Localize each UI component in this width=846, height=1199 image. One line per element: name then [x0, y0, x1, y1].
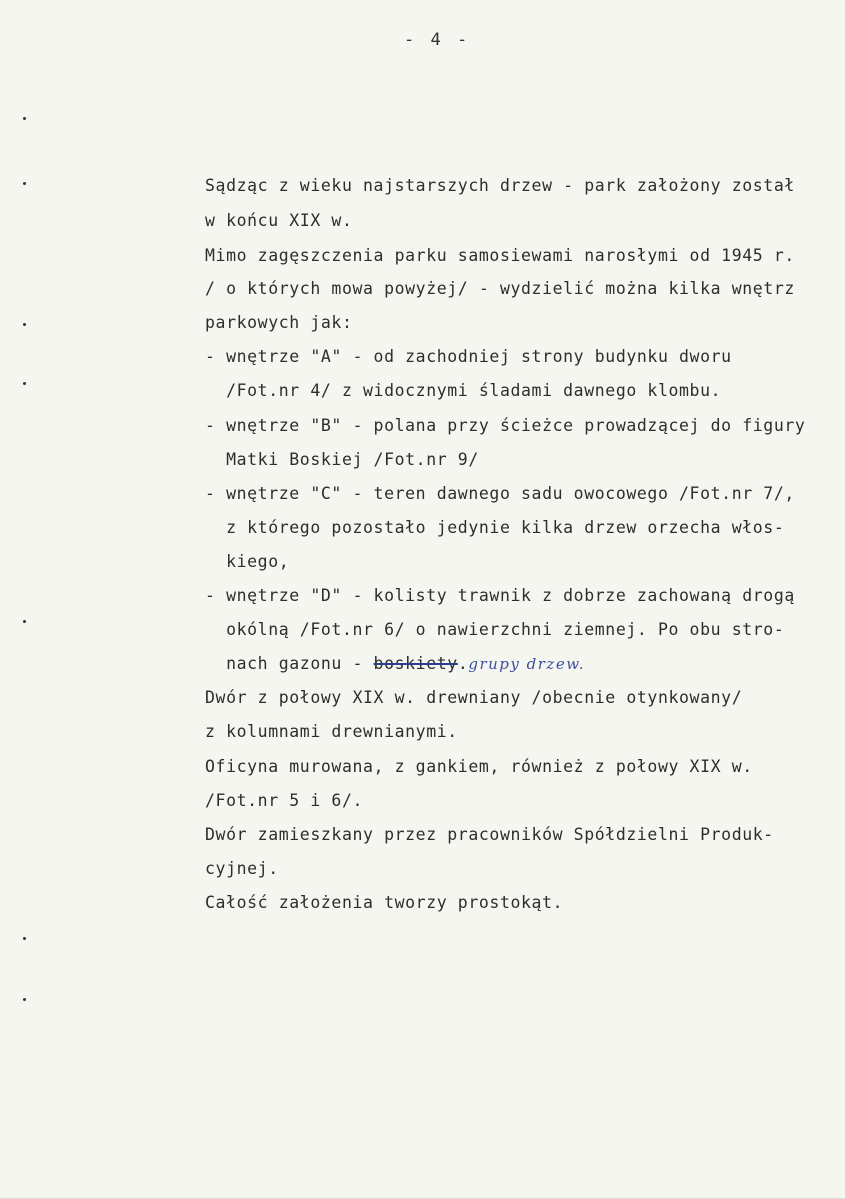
margin-dot — [23, 620, 26, 623]
text-line: parkowych jak: — [205, 313, 353, 332]
gazon-prefix: nach gazonu - — [205, 654, 374, 673]
text-line: cyjnej. — [205, 859, 279, 878]
page-number: - 4 - — [404, 30, 471, 50]
text-line: z którego pozostało jedynie kilka drzew orzecha włos- — [205, 518, 785, 537]
text-line: - wnętrze "A" - od zachodniej strony budynku dworu — [205, 347, 732, 366]
text-line: / o których mowa powyżej/ - wydzielić można kilka wnętrz — [205, 279, 795, 298]
text-line: w końcu XIX w. — [205, 211, 353, 230]
dot: . — [457, 654, 469, 673]
text-line: Całość założenia tworzy prostokąt. — [205, 893, 564, 912]
margin-dot — [23, 117, 26, 120]
margin-dot — [23, 382, 26, 385]
text-line: Sądząc z wieku najstarszych drzew - park założony został — [205, 176, 795, 195]
text-line: - wnętrze "D" - kolisty trawnik z dobrze zachowaną drogą — [205, 586, 795, 605]
gazon-line — [205, 654, 585, 673]
text-line: Matki Boskiej /Fot.nr 9/ — [205, 450, 479, 469]
margin-dot — [23, 323, 26, 326]
margin-dot — [23, 182, 26, 185]
text-line: - wnętrze "C" - teren dawnego sadu owocowego /Fot.nr 7/, — [205, 484, 795, 503]
text-line: z kolumnami drewnianymi. — [205, 722, 458, 741]
text-line: kiego, — [205, 552, 290, 571]
text-line: Mimo zagęszczenia parku samosiewami narosłymi od 1945 r. — [205, 246, 795, 265]
body-text — [205, 176, 806, 912]
text-line: okólną /Fot.nr 6/ o nawierzchni ziemnej. Po obu stro- — [205, 620, 785, 639]
text-line: - wnętrze "B" - polana przy ścieżce prowadzącej do figury — [205, 416, 806, 435]
text-line: /Fot.nr 4/ z widocznymi śladami dawnego klombu. — [205, 381, 722, 400]
margin-dot — [23, 937, 26, 940]
struck-word: boskiety — [373, 654, 458, 673]
text-line: /Fot.nr 5 i 6/. — [205, 791, 364, 810]
text-line: Dwór z połowy XIX w. drewniany /obecnie otynkowany/ — [205, 688, 743, 707]
handwritten-correction: grupy drzew. — [468, 655, 586, 673]
margin-dot — [23, 998, 26, 1001]
text-line: Oficyna murowana, z gankiem, również z połowy XIX w. — [205, 757, 753, 776]
text-line: Dwór zamieszkany przez pracowników Spółdzielni Produk- — [205, 825, 774, 844]
